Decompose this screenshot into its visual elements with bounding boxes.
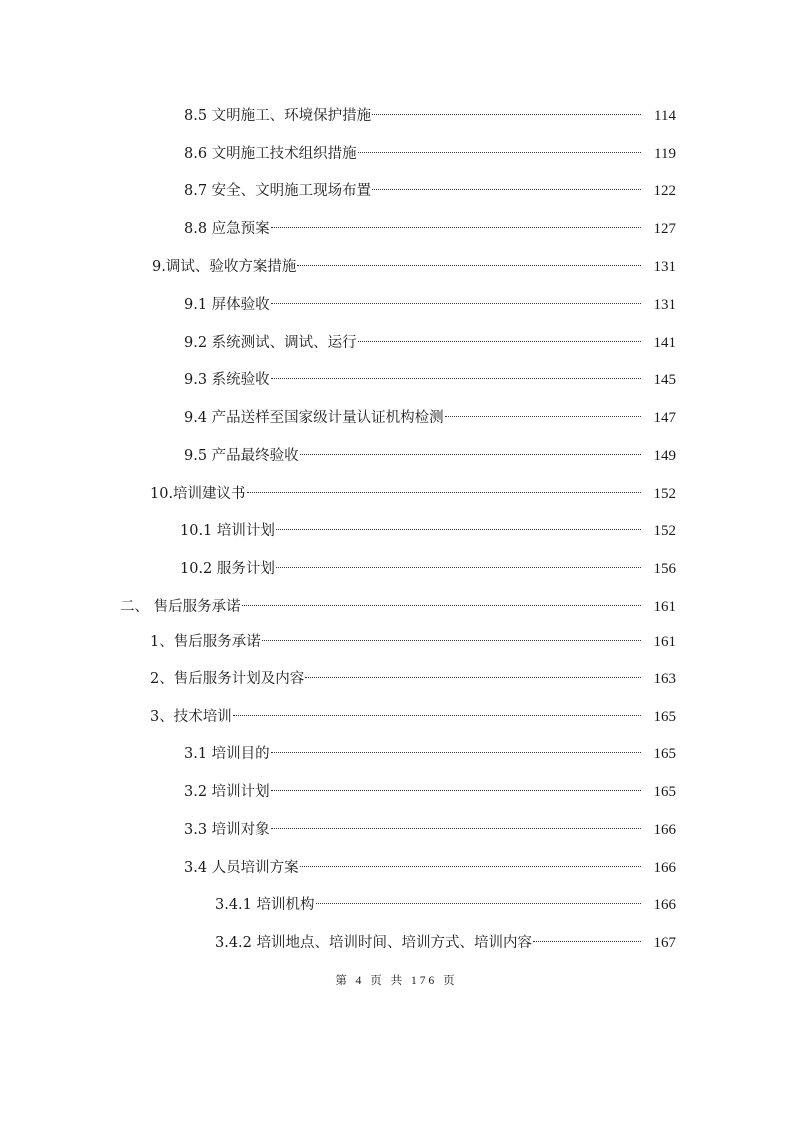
dot-leader <box>297 249 643 271</box>
dot-leader <box>271 736 643 758</box>
toc-entry-label: 2、售后服务计划及内容 <box>150 671 305 687</box>
toc-entry-label: 3.4 人员培训方案 <box>184 860 299 876</box>
toc-entry-page: 165 <box>653 746 676 762</box>
dot-leader <box>247 476 643 498</box>
toc-entry[interactable] <box>152 249 676 275</box>
page-footer: 第 4 页 共 176 页 <box>335 975 458 987</box>
dot-leader <box>233 699 643 721</box>
toc-entry-label: 3.4.1 培训机构 <box>215 897 315 913</box>
toc-entry-page: 166 <box>653 897 676 913</box>
toc-entry-page: 131 <box>653 259 676 275</box>
toc-entry-page: 114 <box>654 108 676 124</box>
dot-leader <box>276 551 643 573</box>
toc-entry-label: 3、技术培训 <box>150 709 232 725</box>
toc-entry-label: 8.5 文明施工、环境保护措施 <box>184 108 372 124</box>
toc-entry[interactable] <box>184 362 676 388</box>
toc-entry-page: 122 <box>653 183 676 199</box>
toc-entry[interactable] <box>215 887 676 913</box>
toc-entry-page: 163 <box>653 671 676 687</box>
dot-leader <box>271 287 643 309</box>
toc-entry-label: 9.4 产品送样至国家级计量认证机构检测 <box>184 410 444 426</box>
dot-leader <box>276 513 643 535</box>
toc-entry-page: 166 <box>653 822 676 838</box>
toc-entry-label: 二、 售后服务承诺 <box>120 599 241 615</box>
toc-entry-label: 10.1 培训计划 <box>180 523 275 539</box>
toc-entry[interactable] <box>184 774 676 800</box>
toc-entry-page: 165 <box>653 709 676 725</box>
dot-leader <box>242 589 643 611</box>
dot-leader <box>271 362 643 384</box>
dot-leader <box>262 624 643 646</box>
toc-entry-label: 3.2 培训计划 <box>184 784 270 800</box>
toc-entry-label: 10.培训建议书 <box>150 486 246 502</box>
toc-entry-page: 166 <box>653 860 676 876</box>
toc-entry-label: 8.7 安全、文明施工现场布置 <box>184 183 372 199</box>
dot-leader <box>372 98 643 120</box>
toc-entry-label: 3.4.2 培训地点、培训时间、培训方式、培训内容 <box>215 935 533 951</box>
toc-entry[interactable] <box>184 400 676 426</box>
toc-entry[interactable] <box>184 98 676 124</box>
toc-entry-page: 145 <box>653 372 676 388</box>
toc-entry[interactable] <box>120 589 676 615</box>
dot-leader <box>271 211 643 233</box>
toc-entry-label: 8.8 应急预案 <box>184 221 270 237</box>
toc-entry[interactable] <box>184 850 676 876</box>
toc-entry[interactable] <box>180 513 676 539</box>
toc-entry[interactable] <box>150 661 676 687</box>
toc-entry[interactable] <box>184 211 676 237</box>
toc-entry[interactable] <box>184 812 676 838</box>
dot-leader <box>358 136 643 158</box>
toc-entry[interactable] <box>184 736 676 762</box>
toc-entry-page: 156 <box>653 561 676 577</box>
toc-entry[interactable] <box>184 173 676 199</box>
dot-leader <box>305 661 643 683</box>
toc-entry[interactable] <box>184 287 676 313</box>
toc-entry-page: 152 <box>653 523 676 539</box>
toc-entry-page: 147 <box>653 410 676 426</box>
dot-leader <box>358 325 643 347</box>
toc-entry-page: 131 <box>653 297 676 313</box>
toc-entry-page: 165 <box>653 784 676 800</box>
dot-leader <box>300 438 643 460</box>
toc-entry[interactable] <box>150 624 676 650</box>
toc-entry-page: 141 <box>653 335 676 351</box>
toc-entry[interactable] <box>184 136 676 162</box>
toc-entry-label: 8.6 文明施工技术组织措施 <box>184 146 357 162</box>
toc-entry[interactable] <box>184 438 676 464</box>
dot-leader <box>533 925 643 947</box>
dot-leader <box>316 887 643 909</box>
toc-entry[interactable] <box>180 551 676 577</box>
toc-entry-page: 161 <box>653 599 676 615</box>
toc-entry-label: 3.1 培训目的 <box>184 746 270 762</box>
toc-entry-page: 119 <box>654 146 676 162</box>
toc-entry-page: 152 <box>653 486 676 502</box>
toc-entry-label: 10.2 服务计划 <box>180 561 275 577</box>
toc-entry-label: 9.3 系统验收 <box>184 372 270 388</box>
toc-entry-label: 9.2 系统测试、调试、运行 <box>184 335 357 351</box>
toc-entry-label: 9.1 屏体验收 <box>184 297 270 313</box>
toc-entry[interactable] <box>215 925 676 951</box>
toc-entry-label: 9.5 产品最终验收 <box>184 448 299 464</box>
toc-entry-label: 1、售后服务承诺 <box>150 634 261 650</box>
toc-entry-page: 149 <box>653 448 676 464</box>
dot-leader <box>300 850 643 872</box>
dot-leader <box>445 400 643 422</box>
toc-entry-label: 9.调试、验收方案措施 <box>152 259 297 275</box>
toc-entry[interactable] <box>150 699 676 725</box>
toc-entry-page: 161 <box>653 634 676 650</box>
toc-entry[interactable] <box>150 476 676 502</box>
dot-leader <box>271 774 643 796</box>
dot-leader <box>271 812 643 834</box>
toc-entry-page: 167 <box>653 935 676 951</box>
toc-entry-page: 127 <box>653 221 676 237</box>
toc-entry-label: 3.3 培训对象 <box>184 822 270 838</box>
dot-leader <box>372 173 643 195</box>
toc-entry[interactable] <box>184 325 676 351</box>
